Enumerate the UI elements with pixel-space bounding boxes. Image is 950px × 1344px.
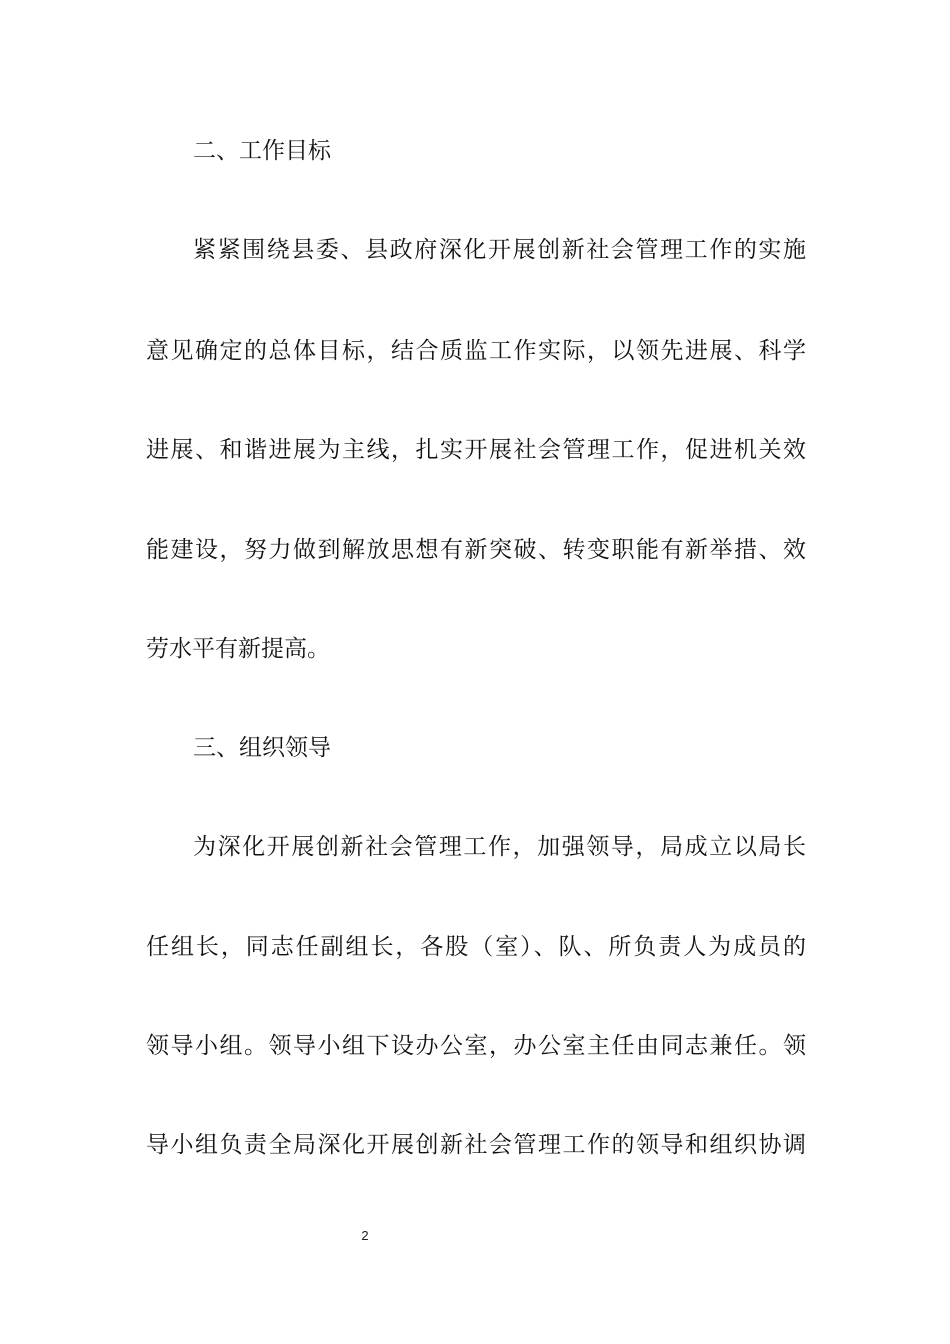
paragraph-line: 进展、和谐进展为主线，扎实开展社会管理工作，促进机关效	[146, 437, 806, 463]
paragraph-line: 为深化开展创新社会管理工作，加强领导，局成立以局长	[193, 834, 806, 860]
paragraph-line: 任组长，同志任副组长，各股（室）、队、所负责人为成员的	[146, 934, 806, 960]
paragraph-line: 领导小组。领导小组下设办公室，办公室主任由同志兼任。领	[146, 1033, 806, 1059]
paragraph-line: 劳水平有新提高。	[146, 636, 330, 662]
paragraph-line: 紧紧围绕县委、县政府深化开展创新社会管理工作的实施	[193, 237, 806, 263]
paragraph-line: 能建设，努力做到解放思想有新突破、转变职能有新举措、效	[146, 537, 806, 563]
paragraph-line: 意见确定的总体目标，结合质监工作实际，以领先进展、科学	[146, 338, 806, 364]
section-heading-goals: 二、工作目标	[193, 138, 331, 164]
page-number: 2	[361, 1228, 369, 1243]
paragraph-line: 导小组负责全局深化开展创新社会管理工作的领导和组织协调	[146, 1132, 806, 1158]
section-heading-leadership: 三、组织领导	[193, 735, 331, 761]
